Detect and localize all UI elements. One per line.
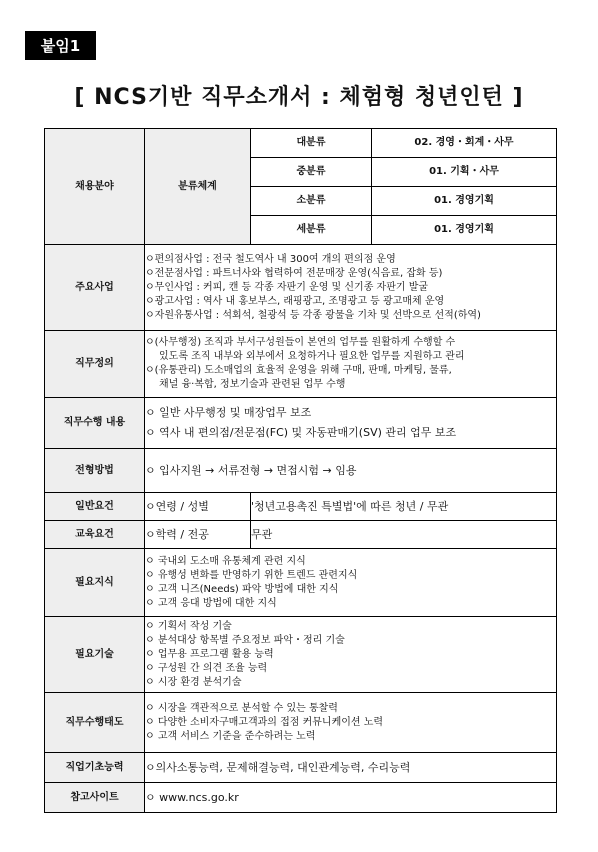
minor-category-label: 소분류: [251, 187, 372, 216]
job-description-table: [44, 128, 557, 813]
attitude-line: ㅇ 고객 서비스 기준을 준수하려는 노력: [145, 730, 316, 742]
duties-label: 직무수행 내용: [45, 398, 145, 449]
major-category-label: 대분류: [251, 129, 372, 158]
skills-label: 필요기술: [45, 617, 145, 693]
duties-line: ㅇ 일반 사무행정 및 매장업무 보조: [145, 406, 312, 419]
attitude-line: ㅇ 시장을 객관적으로 분석할 수 있는 통찰력: [145, 702, 338, 714]
business-label: 주요사업: [45, 245, 145, 331]
page-title: [ NCS기반 직무소개서 : 체험형 청년인턴 ]: [74, 85, 524, 110]
definition-line: ㅇ(유통관리) 도소매업의 효율적 운영을 위해 구매, 판매, 마케팅, 물류,: [145, 365, 452, 376]
detail-category-value: 01. 경영기획: [372, 216, 557, 245]
skills-line: ㅇ 업무용 프로그램 활용 능력: [145, 648, 274, 660]
definition-line: 있도록 조직 내부와 외부에서 요청하거나 필요한 업무를 지원하고 관리: [159, 351, 465, 362]
general-label: 일반요건: [45, 493, 145, 521]
process-label: 전형방법: [45, 449, 145, 493]
detail-category-label: 세분류: [251, 216, 372, 245]
process-content: [145, 449, 557, 493]
duties-line: ㅇ 역사 내 편의점/전문점(FC) 및 자동판매기(SV) 관리 업무 보조: [145, 426, 457, 439]
knowledge-line: ㅇ 고객 니즈(Needs) 파악 방법에 대한 지식: [145, 583, 339, 595]
definition-content: [145, 331, 557, 398]
skills-line: ㅇ 시장 환경 분석기술: [145, 676, 242, 688]
knowledge-content: [145, 549, 557, 617]
skills-line: ㅇ 분석대상 항목별 주요정보 파악・정리 기술: [145, 634, 345, 646]
business-content: [145, 245, 557, 331]
definition-label: 직무정의: [45, 331, 145, 398]
skills-line: ㅇ 기획서 작성 기술: [145, 620, 232, 632]
general-key: ㅇ연령 / 성별: [145, 493, 251, 521]
business-line: ㅇ전문점사업 : 파트너사와 협력하여 전문매장 운영(식음료, 잡화 등): [145, 267, 443, 279]
education-label: 교육요건: [45, 521, 145, 549]
general-value: '청년고용촉진 특별법'에 따른 청년 / 무관: [251, 493, 557, 521]
major-category-value: 02. 경영・회계・사무: [372, 129, 557, 158]
knowledge-line: ㅇ 고객 응대 방법에 대한 지식: [145, 597, 277, 609]
education-value: 무관: [251, 521, 557, 549]
system-label: 분류체계: [145, 129, 251, 245]
attachment-badge: 붙임1: [25, 31, 96, 60]
basic-ability-text: ㅇ의사소통능력, 문제해결능력, 대인관계능력, 수리능력: [145, 753, 557, 783]
attitude-content: [145, 693, 557, 753]
business-line: ㅇ편의점사업 : 전국 철도역사 내 300여 개의 편의점 운영: [145, 253, 396, 265]
middle-category-label: 중분류: [251, 158, 372, 187]
attitude-label: 직무수행태도: [45, 693, 145, 753]
knowledge-line: ㅇ 유행성 변화를 반영하기 위한 트렌드 관련지식: [145, 569, 358, 581]
reference-link[interactable]: ㅇ www.ncs.go.kr: [145, 783, 557, 813]
definition-line: ㅇ(사무행정) 조직과 부서구성원들이 본연의 업무를 원활하게 수행할 수: [145, 337, 456, 348]
knowledge-label: 필요지식: [45, 549, 145, 617]
attitude-line: ㅇ 다양한 소비자구매고객과의 접점 커뮤니케이션 노력: [145, 716, 384, 728]
basic-ability-label: 직업기초능력: [45, 753, 145, 783]
definition-line: 채널 융·복합, 정보기술과 관련된 업무 수행: [159, 379, 346, 390]
process-text: ㅇ 입사지원 → 서류전형 → 면접시험 → 임용: [145, 463, 357, 477]
skills-line: ㅇ 구성원 간 의견 조율 능력: [145, 662, 268, 674]
field-label: 채용분야: [45, 129, 145, 245]
business-line: ㅇ무인사업 : 커피, 캔 등 각종 자판기 운영 및 신기종 자판기 발굴: [145, 281, 429, 293]
reference-label: 참고사이트: [45, 783, 145, 813]
skills-content: [145, 617, 557, 693]
knowledge-line: ㅇ 국내외 도소매 유통체계 관련 지식: [145, 555, 306, 567]
duties-content: [145, 398, 557, 449]
business-line: ㅇ자원유통사업 : 석회석, 철광석 등 각종 광물을 기차 및 선박으로 선적(하역): [145, 309, 481, 321]
education-key: ㅇ학력 / 전공: [145, 521, 251, 549]
middle-category-value: 01. 기획・사무: [372, 158, 557, 187]
minor-category-value: 01. 경영기획: [372, 187, 557, 216]
business-line: ㅇ광고사업 : 역사 내 홍보부스, 래핑광고, 조명광고 등 광고매체 운영: [145, 295, 445, 307]
